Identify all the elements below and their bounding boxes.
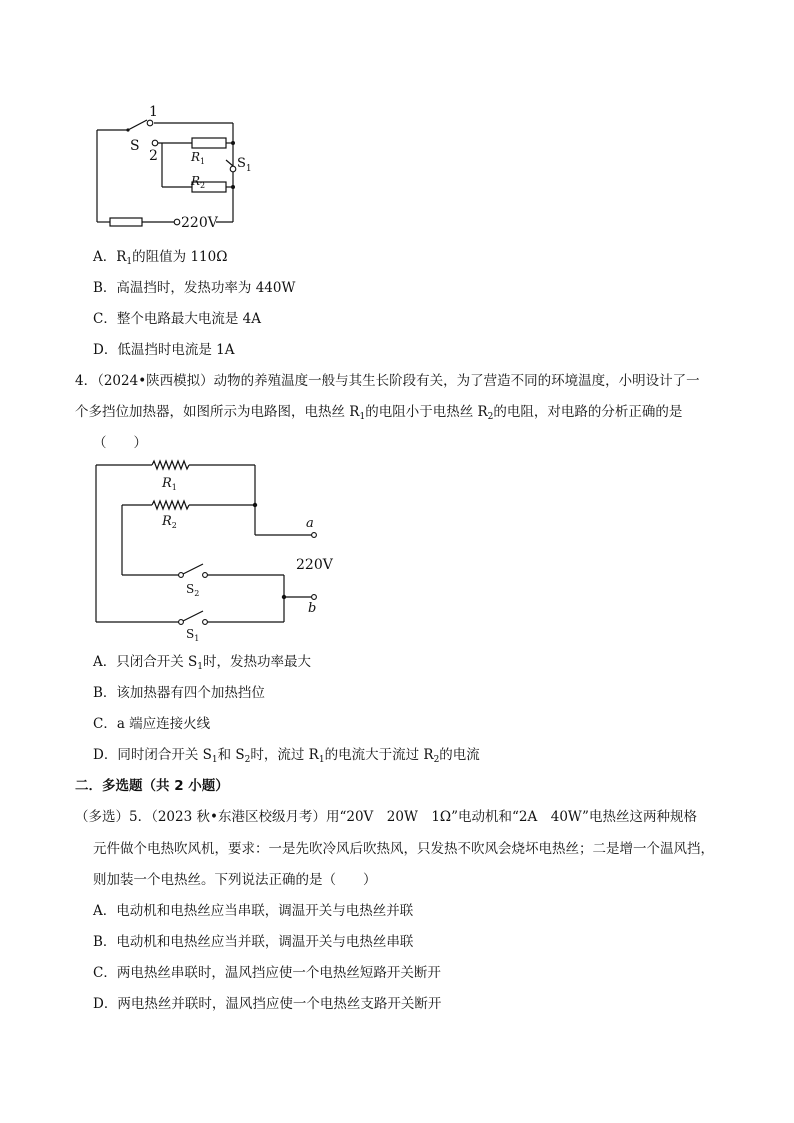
q4-label-s2-sub: 2 xyxy=(194,589,200,598)
q3-label-2: 2 xyxy=(149,148,158,164)
q4-label-b: b xyxy=(308,601,317,616)
q4-stem-line-3: （ ） xyxy=(93,435,147,451)
q3-label-r1: R xyxy=(191,150,201,164)
q3-label-s1-sub: 1 xyxy=(245,164,252,174)
q4-stem-line-1: 4．（2024•陕西模拟）动物的养殖温度一般与其生长阶段有关，为了营造不同的环境温度，小明设计了一 xyxy=(75,373,700,389)
svg-text:S2 xyxy=(186,582,199,598)
q5-option-c: C．两电热丝串联时，温风挡应使一个电热丝短路开关断开 xyxy=(93,965,441,981)
q4-label-a: a xyxy=(306,516,314,531)
q3-circuit-diagram xyxy=(0,0,794,240)
q3-label-1: 1 xyxy=(149,104,158,120)
q4-label-r1-sub: 1 xyxy=(171,483,177,492)
svg-text:R1 xyxy=(161,476,177,492)
svg-text:S1 xyxy=(186,627,199,643)
q3-label-voltage: 220V xyxy=(181,215,218,231)
q4-circuit-diagram xyxy=(0,455,794,655)
q4-label-s2: S xyxy=(186,582,195,596)
q5-option-a: A．电动机和电热丝应当串联，调温开关与电热丝并联 xyxy=(93,903,414,919)
q4-option-a: A．只闭合开关 $S_1$时，发热功率最大 xyxy=(93,654,312,672)
q3-option-c: C．整个电路最大电流是 4A xyxy=(93,311,261,327)
q4-label-r1: R xyxy=(162,476,172,491)
q3-label-r2-sub: 2 xyxy=(200,181,206,190)
q4-label-s1-sub: 1 xyxy=(194,634,200,643)
q3-label-r2: R xyxy=(191,174,201,188)
q4-label-s1: S xyxy=(186,627,195,641)
q3-option-a: A．$R_1$的阻值为 110Ω xyxy=(93,249,228,267)
q3-option-b: B．高温挡时，发热功率为 440W xyxy=(93,280,296,296)
q4-option-b: B．该加热器有四个加热挡位 xyxy=(93,685,265,701)
q3-label-s: S xyxy=(130,138,140,154)
svg-text:R2 xyxy=(190,174,205,190)
q5-stem-line-3: 则加装一个电热丝。下列说法正确的是（ ） xyxy=(93,872,377,888)
svg-text:R1 xyxy=(190,150,205,166)
q4-option-c: C．a 端应连接火线 xyxy=(93,716,211,732)
svg-text:S1 xyxy=(237,156,252,174)
q4-label-r2-sub: 2 xyxy=(171,521,177,530)
q4-stem-line-2: 个多挡位加热器，如图所示为电路图，电热丝 $R_1$的电阻小于电热丝 $R_2$的电阻，对电路的分析正确的是 xyxy=(75,404,683,422)
q3-label-s1: S xyxy=(237,156,246,171)
section-2-title: 二．多选题（共 2 小题） xyxy=(75,778,229,794)
q5-stem-line-2: 元件做个电热吹风机，要求：一是先吹冷风后吹热风，只发热不吹风会烧坏电热丝；二是增一个温风挡， xyxy=(93,841,714,857)
q5-stem-line-1: （多选）5．（2023 秋•东港区校级月考）用“20V 20W 1Ω”电动机和“2A 40W”电热丝这两种规格 xyxy=(75,809,697,825)
q4-label-r2: R xyxy=(162,514,172,529)
q3-label-r1-sub: 1 xyxy=(200,157,206,166)
q4-option-d: D．同时闭合开关 $S_1$和 $S_2$时，流过 $R_1$的电流大于流过 $R_2$的电流 xyxy=(93,747,480,765)
q5-option-d: D．两电热丝并联时，温风挡应使一个电热丝支路开关断开 xyxy=(93,996,442,1012)
q4-label-voltage: 220V xyxy=(296,557,333,573)
q5-option-b: B．电动机和电热丝应当并联，调温开关与电热丝串联 xyxy=(93,934,414,950)
svg-text:R2 xyxy=(161,514,177,530)
q3-option-d: D．低温挡时电流是 1A xyxy=(93,342,235,358)
